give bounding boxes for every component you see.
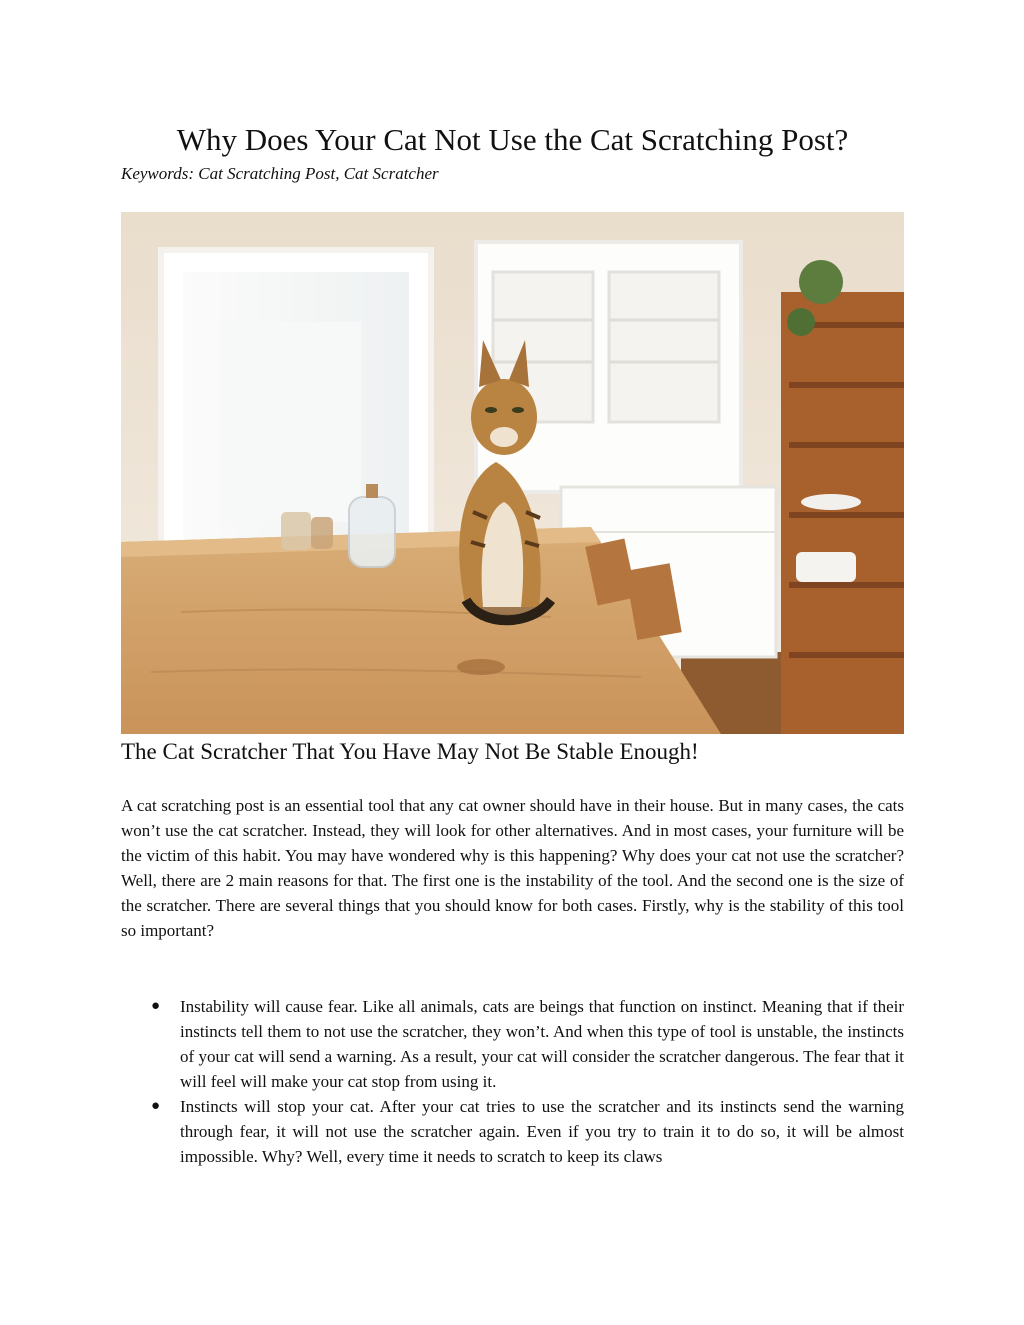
- list-item: [121, 1094, 904, 1169]
- bullet-icon: ●: [151, 998, 161, 1014]
- bullet-text: Instability will cause fear. Like all animals, cats are beings that function on instinct. Meaning that if their instincts tell them to not use the scratcher, they won’t. And when this type of tool is unstable, the instincts of your cat will send a warning. As a result, your cat will consider the scratcher dangerous. The fear that it will feel will make your cat stop from using it.: [180, 997, 904, 1091]
- keywords-line: Keywords: Cat Scratching Post, Cat Scratcher: [121, 164, 439, 183]
- cat-on-table-photo: [121, 212, 904, 734]
- bullet-text: Instincts will stop your cat. After your cat tries to use the scratcher and its instincts send the warning through fear, it will not use the scratcher again. Even if you try to train it to do so, it will be almost impossible. Why? Well, every time it needs to scratch to keep its claws: [180, 1097, 904, 1166]
- page-title: Why Does Your Cat Not Use the Cat Scratching Post?: [176, 122, 849, 157]
- bullet-icon: ●: [151, 1098, 161, 1114]
- intro-paragraph: A cat scratching post is an essential tool that any cat owner should have in their house. But in many cases, the cats won’t use the cat scratcher. Instead, they will look for other alternatives. And in most cases, your furniture will be the victim of this habit. You may have wondered why is this happening? Why does your cat not use the scratcher? Well, there are 2 main reasons for that. The first one is the instability of the tool. And the second one is the size of the scratcher. There are several things that you should know for both cases. Firstly, why is the stability of this tool so important?: [121, 796, 904, 940]
- reasons-bullet-list: [121, 994, 904, 1169]
- list-item: [121, 994, 904, 1094]
- section-subheading: The Cat Scratcher That You Have May Not Be Stable Enough!: [121, 739, 699, 764]
